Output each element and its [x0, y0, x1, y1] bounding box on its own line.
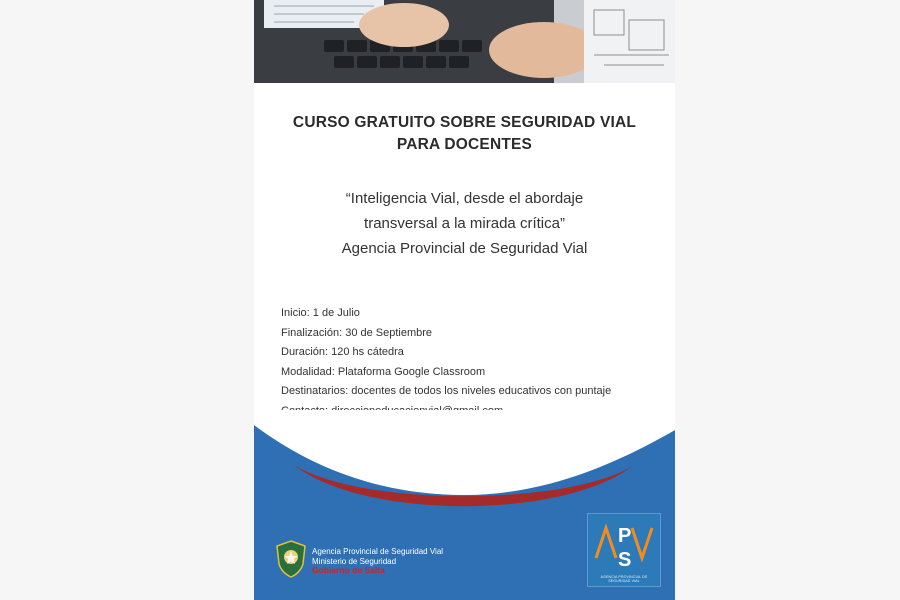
quote-line-1: “Inteligencia Vial, desde el abordaje — [345, 190, 584, 207]
poster-title — [254, 112, 675, 156]
course-details — [281, 304, 671, 422]
quote-line-2: transversal a la mirada crítica” — [364, 215, 565, 232]
apsv-caption: AGENCIA PROVINCIAL DE SEGURIDAD VIAL — [600, 575, 648, 583]
detail-finalizacion: Finalización: 30 de Septiembre — [281, 326, 433, 339]
quote-line-3: Agencia Provincial de Seguridad Vial — [341, 240, 588, 257]
apsv-logo — [587, 513, 661, 587]
logo-line-3: Gobierno de Salta — [312, 565, 385, 575]
background-left — [0, 0, 254, 600]
detail-destinatarios: Destinatarios: docentes de todos los niveles educativos con puntaje — [281, 385, 612, 398]
logo-line-2: Ministerio de Seguridad — [312, 556, 397, 566]
background-right — [675, 0, 900, 600]
detail-inicio: Inicio: 1 de Julio — [281, 307, 360, 319]
logo-line-1: Agencia Provincial de Seguridad Vial — [312, 547, 444, 556]
apsv-letters-graphic — [588, 514, 660, 574]
apsv-v-chevron — [632, 528, 652, 558]
provincial-shield-icon — [276, 540, 306, 578]
photo-illustration — [254, 0, 675, 83]
apsv-letter-p: P — [618, 525, 632, 547]
apsv-a-chevron — [596, 528, 616, 558]
title-line-1: CURSO GRATUITO SOBRE SEGURIDAD VIAL — [292, 114, 637, 131]
gobierno-salta-logo — [276, 540, 456, 585]
course-subtitle — [254, 186, 675, 261]
detail-modalidad: Modalidad: Plataforma Google Classroom — [281, 365, 486, 378]
laptop-hands-photo — [254, 0, 675, 83]
title-line-2: PARA DOCENTES — [396, 136, 533, 153]
apsv-letter-s: S — [618, 549, 632, 571]
detail-duracion: Duración: 120 hs cátedra — [281, 346, 404, 359]
course-poster — [254, 0, 675, 600]
